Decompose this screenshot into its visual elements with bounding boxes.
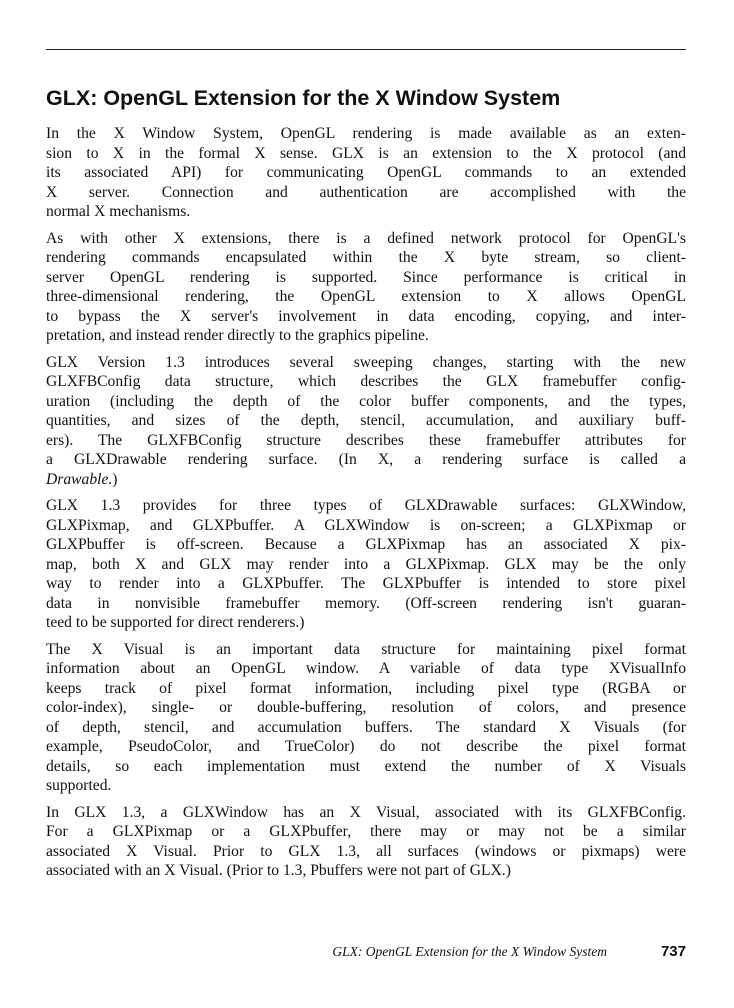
paragraph-3 (46, 353, 686, 490)
text-line: associated X Visual. Prior to GLX 1.3, all surfaces (windows or pixmaps) were (46, 842, 686, 860)
text-line: to bypass the X server's involvement in data encoding, copying, and inter- (46, 307, 686, 325)
body-text (46, 124, 686, 888)
paragraph-4 (46, 496, 686, 633)
text-line: As with other X extensions, there is a defined network protocol for OpenGL's (46, 229, 686, 247)
page-number: 737 (660, 943, 686, 960)
text-line: In the X Window System, OpenGL rendering is made available as an exten- (46, 125, 686, 142)
text-line: GLXFBConfig data structure, which describes the GLX framebuffer config- (46, 373, 686, 390)
text-line: color-index), single- or double-buffering, resolution of colors, and presence (46, 699, 686, 716)
text-line: For a GLXPixmap or a GLXPbuffer, there may or may not be a similar (46, 823, 686, 840)
text-line: GLX 1.3 provides for three types of GLXDrawable surfaces: GLXWindow, (46, 497, 686, 514)
header-rule (46, 49, 686, 50)
text-line: ers). The GLXFBConfig structure describes these framebuffer attributes for (46, 431, 686, 449)
text-line: way to render into a GLXPbuffer. The GLXPbuffer is intended to store pixel (46, 575, 686, 592)
text-line: The X Visual is an important data structure for maintaining pixel format (46, 640, 686, 658)
text-line: three-dimensional rendering, the OpenGL extension to X allows OpenGL (46, 288, 686, 305)
page-footer (0, 942, 734, 962)
text-line: pretation, and instead render directly to the graphics pipeline. (46, 327, 429, 344)
text-line: supported. (46, 777, 112, 794)
text-line: In GLX 1.3, a GLXWindow has an X Visual, associated with its GLXFBConfig. (46, 803, 686, 821)
text-line: server OpenGL rendering is supported. Since performance is critical in (46, 268, 686, 286)
text-line: GLXPbuffer is off-screen. Because a GLXPixmap has an associated X pix- (46, 536, 686, 553)
text-line: data in nonvisible framebuffer memory. (Off-screen rendering isn't guaran- (46, 594, 686, 612)
text-line: its associated API) for communicating OpenGL commands to an extended (46, 164, 686, 181)
italic-term: Drawable. (46, 470, 113, 488)
text-line: of depth, stencil, and accumulation buffers. The standard X Visuals (for (46, 718, 686, 736)
text-line: GLXPixmap, and GLXPbuffer. A GLXWindow is on-screen; a GLXPixmap or (46, 516, 686, 534)
text-line: uration (including the depth of the color buffer components, and the types, (46, 392, 686, 410)
text-line: X server. Connection and authentication are accomplished with the (46, 183, 686, 201)
text-line: keeps track of pixel format information, including pixel type (RGBA or (46, 679, 686, 697)
text-line: sion to X in the formal X sense. GLX is an extension to the X protocol (and (46, 144, 686, 162)
text-line: rendering commands encapsulated within the X byte stream, so client- (46, 249, 686, 266)
running-head: GLX: OpenGL Extension for the X Window System (332, 944, 607, 959)
text-line: teed to be supported for direct renderers.) (46, 614, 305, 631)
text-line: quantities, and sizes of the depth, stencil, accumulation, and auxiliary buff- (46, 412, 686, 429)
closing-paren: ) (112, 470, 118, 488)
paragraph-1 (46, 124, 686, 222)
text-line: details, so each implementation must extend the number of X Visuals (46, 757, 686, 775)
text-line: normal X mechanisms. (46, 203, 191, 220)
text-line (46, 470, 686, 490)
text-line: example, PseudoColor, and TrueColor) do not describe the pixel format (46, 738, 686, 755)
text-line: a GLXDrawable rendering surface. (In X, a rendering surface is called a (46, 451, 686, 468)
text-line: information about an OpenGL window. A variable of data type XVisualInfo (46, 660, 686, 677)
paragraph-2 (46, 229, 686, 346)
paragraph-6 (46, 803, 686, 881)
section-title: GLX: OpenGL Extension for the X Window System (46, 86, 561, 110)
text-line: associated with an X Visual. (Prior to 1.3, Pbuffers were not part of GLX.) (46, 862, 511, 879)
paragraph-5 (46, 640, 686, 796)
text-line: GLX Version 1.3 introduces several sweeping changes, starting with the new (46, 353, 686, 371)
text-line: map, both X and GLX may render into a GLXPixmap. GLX may be the only (46, 555, 686, 573)
